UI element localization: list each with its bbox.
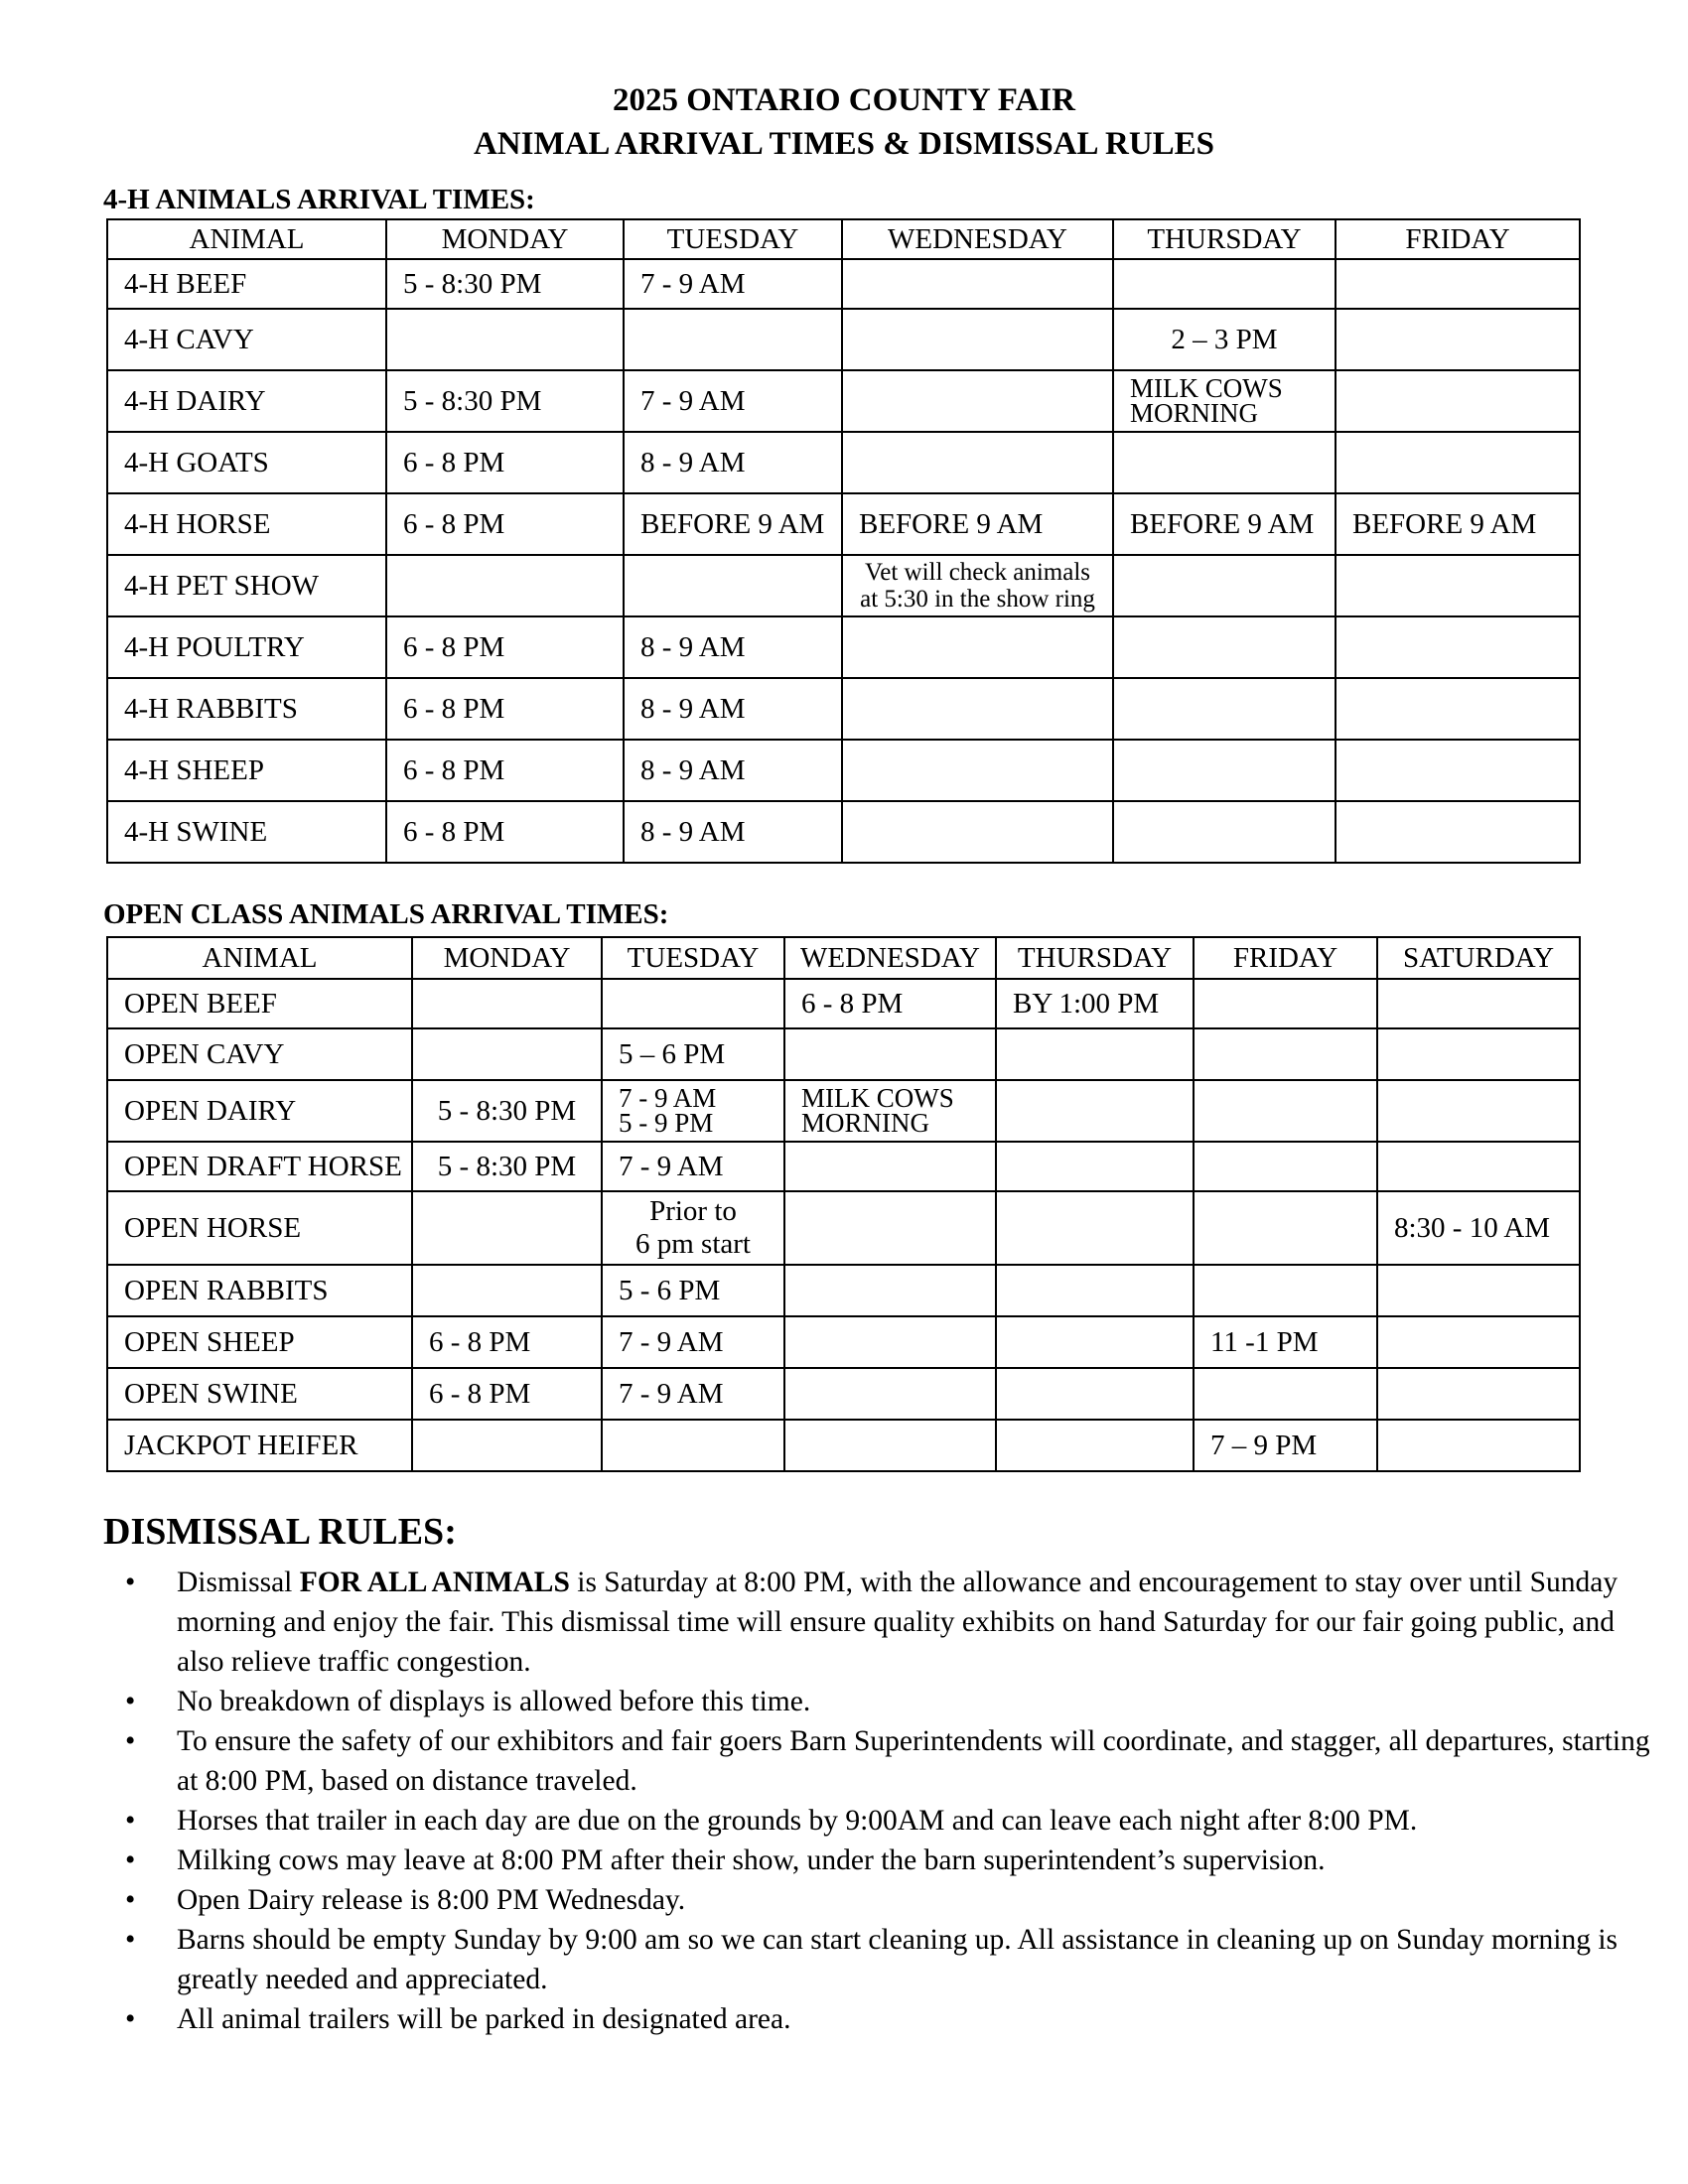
time-cell	[412, 1191, 602, 1265]
time-cell	[784, 1080, 996, 1142]
cell-line: at 5:30 in the show ring	[860, 586, 1095, 613]
time-cell: 7 - 9 AM	[624, 259, 842, 309]
time-cell	[602, 1191, 784, 1265]
time-cell	[996, 1420, 1194, 1471]
fourh-heading: 4-H ANIMALS ARRIVAL TIMES:	[103, 184, 535, 215]
rule-item	[103, 1920, 1652, 1999]
rule-text: To ensure the safety of our exhibitors and fair goers Barn Superintendents will coordinate, and stagger, all departures, starting at 8:00 PM, based on distance traveled.	[177, 1725, 1650, 1797]
time-cell	[1194, 1142, 1377, 1191]
time-cell: 7 - 9 AM	[624, 370, 842, 432]
time-cell	[842, 555, 1113, 616]
time-cell	[996, 1142, 1194, 1191]
time-cell: 6 - 8 PM	[412, 1368, 602, 1420]
time-cell: 7 - 9 AM	[602, 1316, 784, 1368]
open-heading: OPEN CLASS ANIMALS ARRIVAL TIMES:	[103, 898, 669, 930]
bullet-icon: •	[125, 1884, 136, 1916]
time-cell	[996, 1265, 1194, 1316]
time-cell	[1377, 1265, 1580, 1316]
time-cell	[1336, 801, 1580, 863]
rule-emphasis: FOR ALL ANIMALS	[299, 1567, 570, 1598]
time-cell	[1113, 678, 1336, 740]
bullet-icon: •	[125, 1567, 136, 1598]
time-cell	[1377, 1080, 1580, 1142]
table-row	[107, 1368, 1580, 1420]
time-cell	[412, 979, 602, 1028]
time-cell: 6 - 8 PM	[784, 979, 996, 1028]
animal-cell: 4-H GOATS	[107, 432, 386, 493]
table-row	[107, 259, 1580, 309]
bullet-icon: •	[125, 2003, 136, 2035]
time-cell: 8 - 9 AM	[624, 432, 842, 493]
time-cell	[1194, 979, 1377, 1028]
animal-cell: 4-H POULTRY	[107, 616, 386, 678]
rule-item	[103, 1563, 1652, 1682]
table-row	[107, 740, 1580, 801]
bullet-icon: •	[125, 1805, 136, 1837]
time-cell: BEFORE 9 AM	[1336, 493, 1580, 555]
time-cell	[784, 1316, 996, 1368]
time-cell	[412, 1265, 602, 1316]
column-header: TUESDAY	[624, 219, 842, 259]
time-cell	[1113, 616, 1336, 678]
rule-text: Barns should be empty Sunday by 9:00 am so we can start cleaning up. All assistance in cleaning up on Sunday morning is greatly needed and appreciated.	[177, 1924, 1618, 1995]
time-cell: 6 - 8 PM	[412, 1316, 602, 1368]
time-cell	[842, 801, 1113, 863]
time-cell: 8 - 9 AM	[624, 801, 842, 863]
rule-text: No breakdown of displays is allowed before this time.	[177, 1686, 811, 1717]
time-cell	[842, 309, 1113, 370]
time-cell: 2 – 3 PM	[1113, 309, 1336, 370]
animal-cell: 4-H PET SHOW	[107, 555, 386, 616]
time-cell	[412, 1420, 602, 1471]
time-cell	[1377, 1316, 1580, 1368]
time-cell: 7 - 9 AM	[602, 1368, 784, 1420]
time-cell	[1377, 1368, 1580, 1420]
cell-line: MORNING	[801, 1108, 930, 1138]
column-header: WEDNESDAY	[842, 219, 1113, 259]
bullet-icon: •	[125, 1686, 136, 1717]
rule-text: All animal trailers will be parked in designated area.	[177, 2003, 791, 2035]
time-cell	[996, 1368, 1194, 1420]
time-cell: 5 - 8:30 PM	[386, 259, 624, 309]
animal-cell: OPEN SWINE	[107, 1368, 412, 1420]
time-cell	[386, 555, 624, 616]
open-arrival-table	[106, 936, 1581, 1472]
time-cell	[996, 1316, 1194, 1368]
column-header: SATURDAY	[1377, 937, 1580, 979]
time-cell	[996, 1028, 1194, 1080]
time-cell	[784, 1265, 996, 1316]
time-cell	[386, 309, 624, 370]
table-row	[107, 1316, 1580, 1368]
time-cell	[1336, 432, 1580, 493]
time-cell	[1194, 1368, 1377, 1420]
time-cell: 5 - 8:30 PM	[412, 1080, 602, 1142]
column-header: ANIMAL	[107, 937, 412, 979]
rule-item	[103, 1682, 1652, 1721]
time-cell	[1336, 678, 1580, 740]
table-row	[107, 1191, 1580, 1265]
time-cell	[842, 432, 1113, 493]
column-header: WEDNESDAY	[784, 937, 996, 979]
rule-item	[103, 1880, 1652, 1920]
time-cell	[996, 1191, 1194, 1265]
time-cell	[842, 370, 1113, 432]
time-cell	[842, 678, 1113, 740]
time-cell	[1336, 370, 1580, 432]
table-row	[107, 555, 1580, 616]
time-cell	[602, 1420, 784, 1471]
cell-line: MILK COWS	[801, 1083, 954, 1113]
time-cell	[784, 1368, 996, 1420]
rule-text: Milking cows may leave at 8:00 PM after their show, under the barn superintendent’s supervision.	[177, 1844, 1326, 1876]
animal-cell: 4-H HORSE	[107, 493, 386, 555]
animal-cell: OPEN DAIRY	[107, 1080, 412, 1142]
time-cell	[1336, 740, 1580, 801]
animal-cell: OPEN RABBITS	[107, 1265, 412, 1316]
time-cell: BEFORE 9 AM	[624, 493, 842, 555]
time-cell	[1377, 1420, 1580, 1471]
animal-cell: 4-H RABBITS	[107, 678, 386, 740]
time-cell	[1377, 979, 1580, 1028]
column-header: FRIDAY	[1194, 937, 1377, 979]
time-cell	[1377, 1028, 1580, 1080]
animal-cell: 4-H DAIRY	[107, 370, 386, 432]
time-cell: 6 - 8 PM	[386, 432, 624, 493]
time-cell	[1377, 1142, 1580, 1191]
cell-line: 5 - 9 PM	[619, 1108, 714, 1138]
page-title: 2025 ONTARIO COUNTY FAIR	[613, 82, 1075, 118]
table-row	[107, 616, 1580, 678]
animal-cell: 4-H SWINE	[107, 801, 386, 863]
table-row	[107, 1080, 1580, 1142]
table-row	[107, 1420, 1580, 1471]
time-cell: 8 - 9 AM	[624, 740, 842, 801]
time-cell	[1336, 309, 1580, 370]
animal-cell: 4-H BEEF	[107, 259, 386, 309]
cell-line: Prior to	[649, 1195, 737, 1227]
column-header: MONDAY	[386, 219, 624, 259]
table-row	[107, 493, 1580, 555]
column-header: THURSDAY	[996, 937, 1194, 979]
rule-text: Dismissal	[177, 1567, 300, 1598]
table-row	[107, 1265, 1580, 1316]
time-cell: 6 - 8 PM	[386, 740, 624, 801]
animal-cell: JACKPOT HEIFER	[107, 1420, 412, 1471]
time-cell: BY 1:00 PM	[996, 979, 1194, 1028]
cell-line: Vet will check animals	[864, 559, 1090, 586]
animal-cell: OPEN HORSE	[107, 1191, 412, 1265]
rule-item	[103, 1721, 1652, 1801]
time-cell	[1113, 259, 1336, 309]
rule-item	[103, 1999, 1652, 2039]
time-cell: 8 - 9 AM	[624, 616, 842, 678]
rule-item	[103, 1841, 1652, 1880]
time-cell: 8 - 9 AM	[624, 678, 842, 740]
time-cell: 5 - 8:30 PM	[412, 1142, 602, 1191]
time-cell: 6 - 8 PM	[386, 493, 624, 555]
time-cell	[412, 1028, 602, 1080]
column-header: FRIDAY	[1336, 219, 1580, 259]
time-cell: BEFORE 9 AM	[1113, 493, 1336, 555]
time-cell	[602, 1080, 784, 1142]
time-cell: 6 - 8 PM	[386, 616, 624, 678]
table-row	[107, 801, 1580, 863]
time-cell	[784, 1191, 996, 1265]
table-row	[107, 1028, 1580, 1080]
time-cell: 11 -1 PM	[1194, 1316, 1377, 1368]
time-cell	[1336, 616, 1580, 678]
time-cell	[1113, 432, 1336, 493]
time-cell	[1194, 1080, 1377, 1142]
time-cell: 7 - 9 AM	[602, 1142, 784, 1191]
time-cell: 5 – 6 PM	[602, 1028, 784, 1080]
time-cell	[624, 309, 842, 370]
cell-line: 6 pm start	[635, 1228, 751, 1260]
rule-text: Horses that trailer in each day are due on the grounds by 9:00AM and can leave each night after 8:00 PM.	[177, 1805, 1418, 1837]
time-cell	[1194, 1028, 1377, 1080]
rule-text: Open Dairy release is 8:00 PM Wednesday.	[177, 1884, 686, 1916]
time-cell: 5 - 6 PM	[602, 1265, 784, 1316]
animal-cell: 4-H CAVY	[107, 309, 386, 370]
time-cell	[996, 1080, 1194, 1142]
time-cell: 5 - 8:30 PM	[386, 370, 624, 432]
rule-text: is Saturday at 8:00 PM, with the allowance and encouragement to stay over until Sunday morning and enjoy the fair. This dismissal time will ensure quality exhibits on hand Saturday for our fair going public, and also relieve traffic congestion.	[177, 1567, 1618, 1678]
table-row	[107, 370, 1580, 432]
column-header: TUESDAY	[602, 937, 784, 979]
animal-cell: OPEN DRAFT HORSE	[107, 1142, 412, 1191]
time-cell	[842, 259, 1113, 309]
time-cell	[624, 555, 842, 616]
table-row	[107, 678, 1580, 740]
table-row	[107, 1142, 1580, 1191]
time-cell	[1336, 259, 1580, 309]
time-cell	[602, 979, 784, 1028]
time-cell: 7 – 9 PM	[1194, 1420, 1377, 1471]
animal-cell: OPEN SHEEP	[107, 1316, 412, 1368]
time-cell: 8:30 - 10 AM	[1377, 1191, 1580, 1265]
time-cell	[1113, 740, 1336, 801]
cell-line: 7 - 9 AM	[619, 1083, 717, 1113]
time-cell: BEFORE 9 AM	[842, 493, 1113, 555]
rule-item	[103, 1801, 1652, 1841]
dismissal-heading: DISMISSAL RULES:	[103, 1511, 457, 1553]
time-cell	[1194, 1265, 1377, 1316]
table-row	[107, 309, 1580, 370]
animal-cell: OPEN CAVY	[107, 1028, 412, 1080]
time-cell	[784, 1028, 996, 1080]
time-cell	[1113, 370, 1336, 432]
animal-cell: 4-H SHEEP	[107, 740, 386, 801]
time-cell	[842, 740, 1113, 801]
column-header: ANIMAL	[107, 219, 386, 259]
animal-cell: OPEN BEEF	[107, 979, 412, 1028]
time-cell	[1336, 555, 1580, 616]
time-cell: 6 - 8 PM	[386, 678, 624, 740]
column-header: THURSDAY	[1113, 219, 1336, 259]
time-cell: 6 - 8 PM	[386, 801, 624, 863]
cell-line: MORNING	[1130, 398, 1259, 428]
fourh-arrival-table	[106, 218, 1581, 864]
bullet-icon: •	[125, 1725, 136, 1757]
time-cell	[784, 1420, 996, 1471]
cell-line: MILK COWS	[1130, 373, 1283, 403]
time-cell	[842, 616, 1113, 678]
time-cell	[1113, 555, 1336, 616]
time-cell	[1113, 801, 1336, 863]
table-row	[107, 979, 1580, 1028]
page-subtitle: ANIMAL ARRIVAL TIMES & DISMISSAL RULES	[473, 126, 1215, 162]
dismissal-rules-list	[103, 1563, 1652, 2039]
column-header: MONDAY	[412, 937, 602, 979]
bullet-icon: •	[125, 1844, 136, 1876]
table-row	[107, 432, 1580, 493]
time-cell	[784, 1142, 996, 1191]
bullet-icon: •	[125, 1924, 136, 1956]
time-cell	[1194, 1191, 1377, 1265]
